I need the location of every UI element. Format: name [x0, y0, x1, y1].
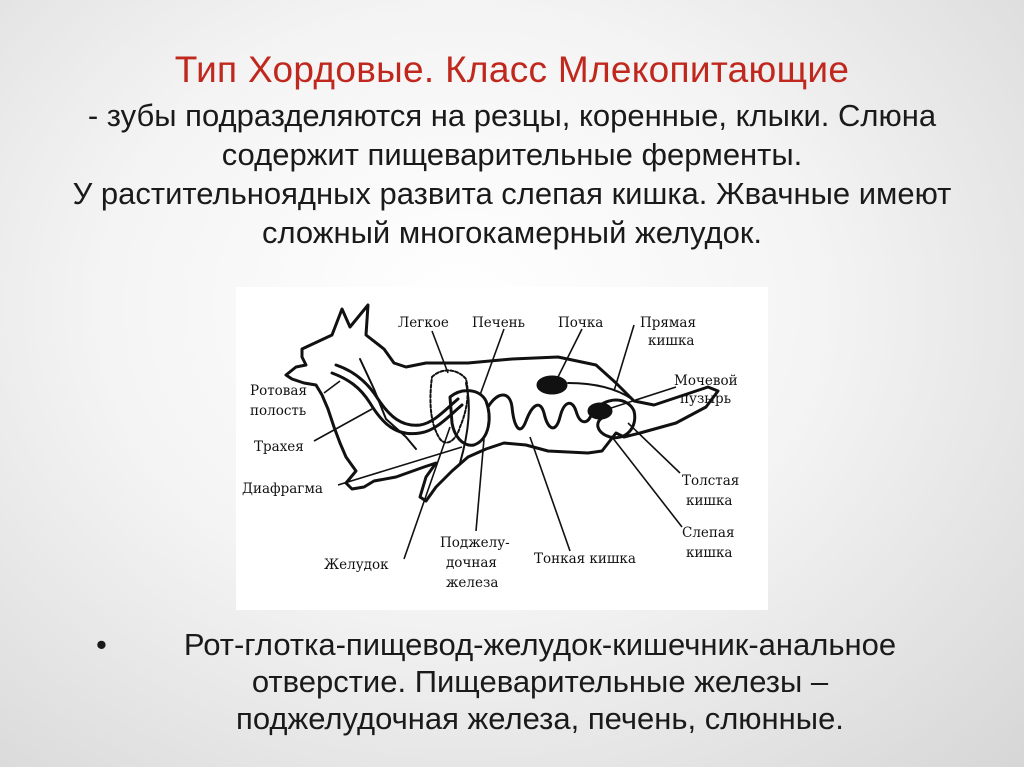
bullet-line-2: отверстие. Пищеварительные железы – [251, 664, 829, 699]
label-bladder-line1: Мочевой [674, 373, 738, 389]
label-stomach: Желудок [324, 557, 389, 573]
label-cecum-line1: Слепая [682, 525, 735, 541]
stomach-shape [450, 391, 489, 446]
label-colon-line2: кишка [686, 493, 733, 509]
body-line-3: У растительноядных развита слепая кишка. Жвачные имеют [72, 176, 952, 211]
digestive-system-diagram [236, 287, 768, 610]
body-line-2: содержит пищеварительные ферменты. [221, 137, 803, 172]
small-intestine-loops [488, 395, 592, 429]
slide-body-text [10, 96, 1014, 252]
bullet-line-1: Рот-глотка-пищевод-желудок-кишечник-анальное [183, 627, 897, 662]
label-bladder-line2: пузырь [680, 391, 732, 407]
dog-anatomy-drawing [236, 287, 768, 610]
label-mouth-line1: Ротовая [250, 383, 307, 399]
label-colon-line1: Толстая [682, 473, 740, 489]
bullet-marker-icon: • [96, 627, 107, 662]
label-pancreas-line2: дочная [446, 555, 497, 571]
esophagus-path [332, 373, 462, 434]
label-cecum-line2: кишка [686, 545, 733, 561]
label-pancreas-line3: железа [446, 575, 499, 591]
label-small-intestine: Тонкая кишка [534, 551, 636, 567]
slide-title: Тип Хордовые. Класс Млекопитающие [174, 49, 850, 90]
trachea-path [360, 359, 416, 449]
body-line-1: - зубы подразделяются на резцы, коренные, клыки. Слюна [87, 98, 937, 133]
body-line-4: сложный многокамерный желудок. [261, 215, 763, 250]
label-kidney: Почка [558, 315, 604, 331]
kidney-shape [538, 377, 566, 393]
bullet-line-3: поджелудочная железа, печень, слюнные. [236, 701, 844, 736]
label-liver: Печень [472, 315, 526, 331]
label-rectum-line2: кишка [648, 333, 695, 349]
label-rectum-line1: Прямая [640, 315, 696, 331]
label-trachea: Трахея [254, 439, 304, 455]
bladder-shape [589, 404, 611, 418]
label-mouth-line2: полость [250, 403, 307, 419]
bullet-list [90, 626, 990, 737]
label-diaphragm: Диафрагма [242, 481, 323, 497]
label-lung: Легкое [398, 315, 449, 331]
label-pancreas-line1: Поджелу- [440, 535, 510, 551]
